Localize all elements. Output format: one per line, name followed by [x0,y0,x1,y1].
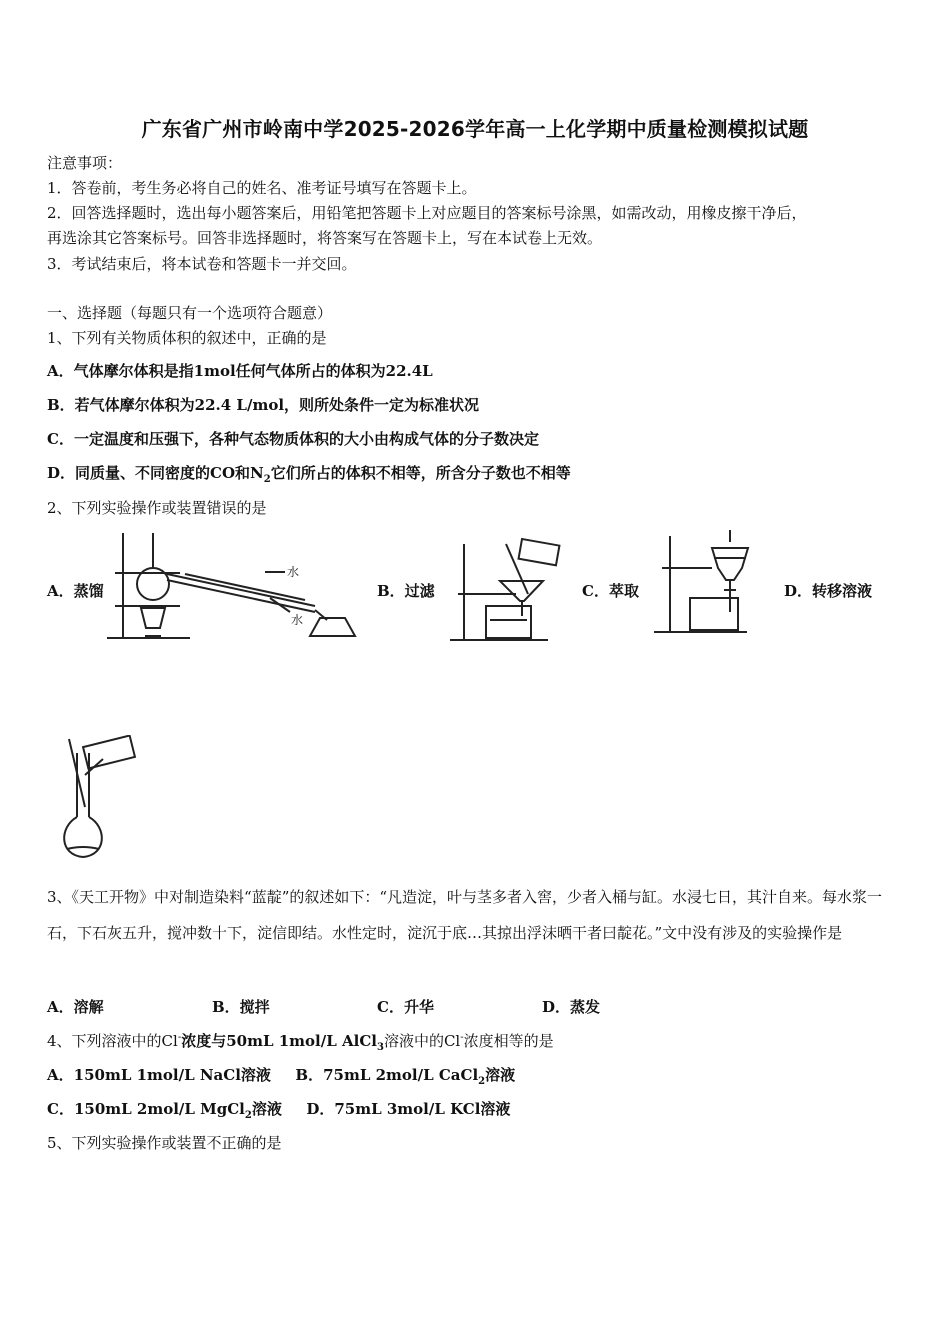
q4-option-b: B．75mL 2mol/L CaCl$_2$溶液 [295,1066,516,1087]
extraction-apparatus-figure [652,528,762,638]
q4-option-d: D．75mL 3mol/L KCl溶液 [306,1100,511,1118]
q2-option-d: D．转移溶液 [784,582,873,600]
q4-option-c: C．150mL 2mol/L MgCl$_2$溶液 [47,1100,282,1121]
q1-option-d: D．同质量、不同密度的CO和$N_2$它们所占的体积不相等，所含分子数也不相等 [47,464,571,485]
q3-stem: 3、《天工开物》中对制造染料“蓝靛”的叙述如下：“凡造淀，叶与茎多者入窖，少者入桶与缸。水浸七日，其汁自来。每水浆一石，下石灰五升，搅冲数十下，淀信即结。水性定时，淀沉于底…其掠出浮沫晒干者曰靛花。”文中没有涉及的实验操作是 [47,888,883,942]
water-out-label: 水 [291,613,304,627]
transfer-solution-figure [55,735,145,865]
q3-option-a: A．溶解 [47,998,104,1016]
q3-option-d: D．蒸发 [542,998,601,1016]
q3-option-c: C．升华 [377,998,434,1016]
q5-stem: 5、下列实验操作或装置不正确的是 [47,1134,282,1152]
q2-option-b: B．过滤 [377,582,435,600]
q2-option-a: A．蒸馏 [47,582,104,600]
q1-option-b: B．若气体摩尔体积为22.4 L/mol，则所处条件一定为标准状况 [47,396,480,414]
notice-item-2-cont: 再选涂其它答案标号。回答非选择题时，将答案写在答题卡上，写在本试卷上无效。 [47,229,603,247]
q3-option-b: B．搅拌 [212,998,270,1016]
q4-options-cd [47,1098,510,1121]
q4-option-a: A．150mL 1mol/L NaCl溶液 [47,1066,271,1084]
notice-item-1: 1．答卷前，考生务必将自己的姓名、准考证号填写在答题卡上。 [47,179,477,197]
q4-options-ab [47,1064,515,1087]
q1-stem: 1、下列有关物质体积的叙述中，正确的是 [47,329,327,347]
q1-option-a: A．气体摩尔体积是指1mol任何气体所占的体积为22.4L [47,362,433,380]
q2-stem: 2、下列实验操作或装置错误的是 [47,499,267,517]
section-heading: 一、选择题（每题只有一个选项符合题意） [47,304,333,322]
q4-stem: 4、下列溶液中的Cl-浓度与50mL 1mol/L AlCl$_3$溶液中的Cl-浓度相等的是 [47,1032,554,1053]
filtration-apparatus-figure [448,536,568,646]
page-title: 广东省广州市岭南中学2025-2026学年高一上化学期中质量检测模拟试题 [141,117,809,141]
notice-item-2: 2．回答选择题时，选出每小题答案后，用铅笔把答题卡上对应题目的答案标号涂黑，如需改动，用橡皮擦干净后， [47,204,807,222]
notice-heading: 注意事项： [47,154,123,172]
distillation-apparatus-figure [105,528,360,643]
q2-option-c: C．萃取 [582,582,639,600]
q1-option-c: C．一定温度和压强下，各种气态物质体积的大小由构成气体的分子数决定 [47,430,539,448]
notice-item-3: 3．考试结束后，将本试卷和答题卡一并交回。 [47,255,357,273]
water-in-label: 水 [287,565,300,579]
